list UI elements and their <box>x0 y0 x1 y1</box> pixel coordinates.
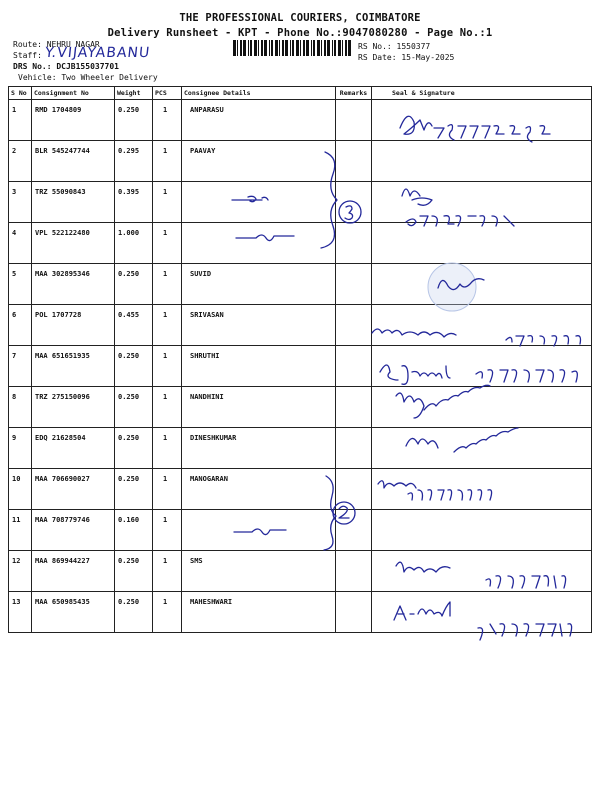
cell-pcs: 1 <box>153 469 182 510</box>
signature-row-7 <box>380 365 450 384</box>
cell-weight: 0.250 <box>115 551 153 592</box>
cell-consignee: PAAVAY <box>182 141 336 182</box>
bracket-rows-2-4 <box>321 152 337 248</box>
cell-pcs: 1 <box>153 346 182 387</box>
cell-consignee: DINESHKUMAR <box>182 428 336 469</box>
cell-pcs: 1 <box>153 592 182 633</box>
phone-scrawl-row-7 <box>476 370 577 382</box>
cell-consignee: NANDHINI <box>182 387 336 428</box>
cell-sno: 4 <box>9 223 32 264</box>
document-subtitle: Delivery Runsheet - KPT - Phone No.:9047080280 - Page No.:1 <box>107 27 493 39</box>
cell-pcs: 1 <box>153 182 182 223</box>
route-label: Route: NEHRU NAGAR <box>13 40 100 49</box>
cell-consignment-no: MAA 869944227 <box>32 551 115 592</box>
signature-row-13 <box>394 602 450 620</box>
phone-scrawl-row-10 <box>408 490 492 500</box>
cell-consignee: SRIVASAN <box>182 305 336 346</box>
cell-consignee: SHRUTHI <box>182 346 336 387</box>
cell-weight: 0.250 <box>115 346 153 387</box>
cell-sno: 11 <box>9 510 32 551</box>
signature-row-8 <box>396 393 424 418</box>
cell-pcs: 1 <box>153 100 182 141</box>
cell-pcs: 1 <box>153 551 182 592</box>
cell-pcs: 1 <box>153 141 182 182</box>
cell-weight: 0.250 <box>115 264 153 305</box>
cell-consignment-no: TRZ 55090843 <box>32 182 115 223</box>
signature-row-9 <box>406 438 438 448</box>
cell-sno: 2 <box>9 141 32 182</box>
col-weight: Weight <box>115 87 153 100</box>
cell-weight: 0.395 <box>115 182 153 223</box>
cell-consignment-no: MAA 651651935 <box>32 346 115 387</box>
cell-consignment-no: EDQ 21628504 <box>32 428 115 469</box>
phone-scrawl-row-8 <box>424 385 490 410</box>
cell-pcs: 1 <box>153 264 182 305</box>
cell-sno: 1 <box>9 100 32 141</box>
cell-consignment-no: MAA 708779746 <box>32 510 115 551</box>
cell-pcs: 1 <box>153 223 182 264</box>
cell-pcs: 1 <box>153 305 182 346</box>
cell-pcs: 1 <box>153 387 182 428</box>
drs-number: DRS No.: DCJB155037701 <box>13 62 119 71</box>
phone-scrawl-row-13 <box>478 624 572 640</box>
col-seal-signature: Seal & Signature <box>372 87 592 100</box>
col-consignee-details: Consignee Details <box>182 87 336 100</box>
cell-consignment-no: MAA 706690027 <box>32 469 115 510</box>
cell-weight: 0.250 <box>115 469 153 510</box>
cell-consignment-no: MAA 302895346 <box>32 264 115 305</box>
bracket-rows-10-11 <box>324 476 336 550</box>
signature-row-10 <box>378 481 416 488</box>
cell-consignment-no: RMD 1704809 <box>32 100 115 141</box>
cell-sno: 3 <box>9 182 32 223</box>
ditto-row-3 <box>232 196 268 201</box>
cell-consignee: MANOGARAN <box>182 469 336 510</box>
ditto-row-4 <box>236 235 294 241</box>
faint-stamp <box>428 263 476 311</box>
cell-pcs: 1 <box>153 510 182 551</box>
signature-row-6 <box>372 329 456 337</box>
ditto-row-11 <box>234 529 286 535</box>
rs-date: RS Date: 15-May-2025 <box>358 53 455 62</box>
circled-number-2 <box>333 502 355 524</box>
cell-consignee: ANPARASU <box>182 100 336 141</box>
cell-consignment-no: VPL 522122480 <box>32 223 115 264</box>
cell-weight: 0.295 <box>115 141 153 182</box>
col-remarks: Remarks <box>336 87 372 100</box>
cell-weight: 0.250 <box>115 387 153 428</box>
cell-weight: 0.160 <box>115 510 153 551</box>
phone-scrawl-row-12 <box>486 576 566 588</box>
cell-consignee: SMS <box>182 551 336 592</box>
vehicle-type: Vehicle: Two Wheeler Delivery <box>18 73 158 82</box>
cell-sno: 8 <box>9 387 32 428</box>
col-sno: S No <box>9 87 32 100</box>
signature-row-12 <box>396 562 450 572</box>
cell-sno: 12 <box>9 551 32 592</box>
phone-scrawl-row-6 <box>506 336 581 346</box>
cell-consignee: SUVID <box>182 264 336 305</box>
col-pcs: PCS <box>153 87 182 100</box>
phone-scrawl-row-3 <box>406 216 514 226</box>
phone-scrawl-row-1 <box>434 125 550 142</box>
cell-weight: 0.250 <box>115 428 153 469</box>
staff-label: Staff: <box>13 51 42 60</box>
cell-sno: 13 <box>9 592 32 633</box>
cell-consignment-no: TRZ 275150096 <box>32 387 115 428</box>
cell-weight: 1.000 <box>115 223 153 264</box>
cell-weight: 0.250 <box>115 592 153 633</box>
signature-row-1 <box>400 116 432 134</box>
document-title: THE PROFESSIONAL COURIERS, COIMBATORE <box>179 12 421 24</box>
cell-consignment-no: BLR 545247744 <box>32 141 115 182</box>
cell-sno: 5 <box>9 264 32 305</box>
cell-consignee: MAHESHWARI <box>182 592 336 633</box>
cell-sno: 10 <box>9 469 32 510</box>
staff-name-handwritten: Y.VIJAYABANU <box>44 45 152 61</box>
cell-sno: 6 <box>9 305 32 346</box>
rs-number: RS No.: 1550377 <box>358 42 431 51</box>
cell-consignment-no: MAA 650985435 <box>32 592 115 633</box>
cell-weight: 0.250 <box>115 100 153 141</box>
col-consignment-no: Consignment No <box>32 87 115 100</box>
phone-scrawl-row-9 <box>454 428 518 452</box>
cell-weight: 0.455 <box>115 305 153 346</box>
cell-sno: 7 <box>9 346 32 387</box>
cell-consignment-no: POL 1707728 <box>32 305 115 346</box>
cell-pcs: 1 <box>153 428 182 469</box>
signature-row-3 <box>402 189 432 205</box>
cell-sno: 9 <box>9 428 32 469</box>
